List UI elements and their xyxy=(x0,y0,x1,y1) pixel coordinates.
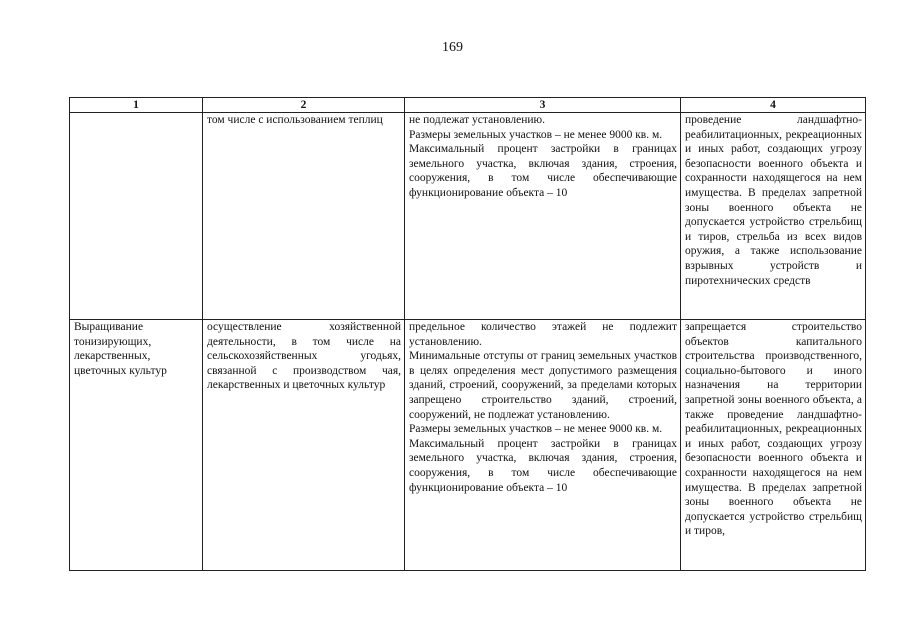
restrictions-cell: проведение ландшафтно-реабилитационных, рекреационных и иных работ, создающих угрозу безопасности военного объекта и сохранности находящегося на нем имущества. В пределах запретной зоны военного объекта не допускается устройство стрельбищ и тиров, стрельба из всех видов оружия, а также использование взрывных устройств и пиротехнических средств xyxy=(681,113,866,320)
parameter-paragraph: Минимальные отступы от границ земельных участков в целях определения мест допустимого размещения зданий, строений, сооружений, за пределами которых запрещено строительство зданий, строений, сооружений, не подлежат установлению. xyxy=(409,350,677,421)
parameter-paragraph: не подлежат установлению. xyxy=(409,114,545,126)
parameter-paragraph: Размеры земельных участков – не менее 9000 кв. м. xyxy=(409,128,663,141)
column-header-1: 1 xyxy=(70,98,203,113)
column-header-2: 2 xyxy=(203,98,405,113)
column-header-3: 3 xyxy=(405,98,681,113)
page-number: 169 xyxy=(442,40,463,55)
land-use-type-cell: Выращивание тонизирующих, лекарственных, цветочных культур xyxy=(70,320,203,571)
restrictions-cell: запрещается строительство объектов капитального строительства производственного, социально-бытового и иного назначения на территории запретной зоны военного объекта, а также проведение ландшафтно-реабилитационных, рекреационных и иных работ, создающих угрозу безопасности военного объекта и сохранности находящегося на нем имущества. В пределах запретной зоны военного объекта не допускается устройство стрельбищ и тиров, xyxy=(681,320,866,571)
parameter-paragraph: Максимальный процент застройки в границах земельного участка, включая здания, строения, сооружения, в том числе обеспечивающие функционирование объекта – 10 xyxy=(409,143,677,199)
table-row xyxy=(70,320,866,571)
parameter-paragraph: предельное количество этажей не подлежит установлению. xyxy=(409,321,677,348)
table-header-row xyxy=(70,98,866,113)
land-use-description-cell: осуществление хозяйственной деятельности, в том числе на сельскохозяйственных угодьях, связанной с производством чая, лекарственных и цветочных культур xyxy=(203,320,405,571)
column-header-4: 4 xyxy=(681,98,866,113)
table-row xyxy=(70,113,866,320)
parameter-paragraph: Максимальный процент застройки в границах земельного участка, включая здания, строения, сооружения, в том числе обеспечивающие функционирование объекта – 10 xyxy=(409,437,677,494)
parameter-paragraph: Размеры земельных участков – не менее 9000 кв. м. xyxy=(409,423,663,436)
parameters-cell xyxy=(405,320,681,571)
zoning-regulations-table xyxy=(69,97,866,571)
parameters-cell xyxy=(405,113,681,320)
land-use-description-cell: том числе с использованием теплиц xyxy=(203,113,405,320)
land-use-type-cell xyxy=(70,113,203,320)
